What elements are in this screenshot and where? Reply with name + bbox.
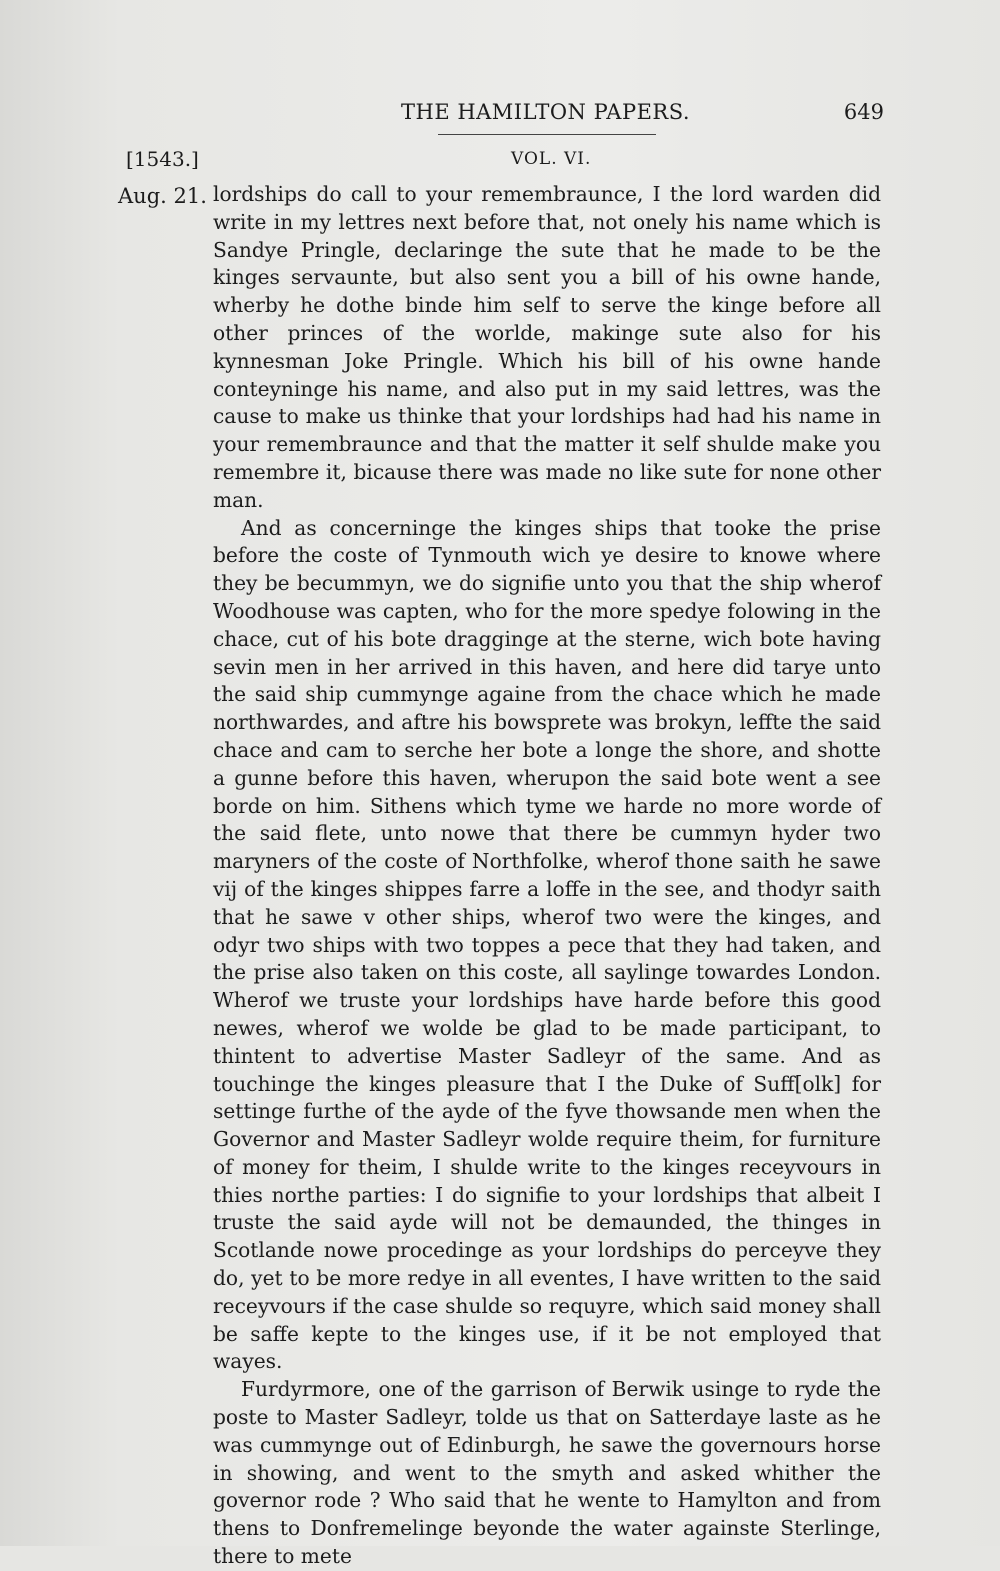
paragraph-1: lordships do call to your remembraunce, I the lord warden did write in my lettres next before that, not onely his name which is Sandye Pringle, declaringe the sute that he made to be the kinges servaunte, but also sent you a bill of his owne hande, wherby he dothe binde him self to serve the kinge before all other princes of the worlde, makinge sute also for his kynnesman Joke Pringle. Which his bill of his owne hande conteyninge his name, and also put in my said lettres, was the cause to make us thinke that your lordships had had his name in your remembraunce and that the matter it self shulde make you remembre it, bicause there was made no like sute for none other man. [213,182,881,512]
header-rule [438,134,656,135]
body-text [213,181,881,1571]
page-number: 649 [843,100,884,124]
margin-date: Aug. 21. [118,184,207,208]
running-title: THE HAMILTON PAPERS. [401,100,691,124]
paragraph-2: And as concerninge the kinges ships that tooke the prise before the coste of Tynmouth wich ye desire to knowe where they be becummyn, we do signifie unto you that the ship wherof Woodhouse was capten, who for the more spedye folowing in the chace, cut of his bote dragginge at the sterne, wich bote having sevin men in her arrived in this haven, and here did tarye unto the said ship cummynge againe from the chace which he made northwardes, and aftre his bowsprete was brokyn, leffte the said chace and cam to serche her bote a longe the shore, and shotte a gunne before this haven, wherupon the said bote went a see borde on him. Sithens which tyme we harde no more worde of the said flete, unto nowe that there be cummyn hyder two maryners of the coste of Northfolke, wherof thone saith he sawe vij of the kinges shippes farre a loffe in the see, and thodyr saith that he sawe v other ships, wherof two were the kinges, and odyr two ships with two toppes a pece that they had taken, and the prise also taken on this coste, all saylinge towardes London. Wherof we truste your lordships have harde before this good newes, wherof we wolde be glad to be made participant, to thintent to advertise Master Sadleyr of the same. And as touchinge the kinges pleasure that I the Duke of Suff[olk] for settinge furthe of the ayde of the fyve thowsande men when the Governor and Master Sadleyr wolde require theim, for furniture of money for theim, I shulde write to the kinges receyvours in thies northe parties: I do signifie to your lordships that albeit I truste the said ayde will not be demaunded, the thinges in Scotlande nowe procedinge as your lordships do perceyve they do, yet to be more redye in all eventes, I have written to the said receyvours if the case shulde so requyre, which said money shall be saffe kepte to the kinges use, if it be not employed that wayes. [213,515,881,1374]
volume-label: VOL. VI. [511,149,592,169]
year-label: [1543.] [126,147,199,171]
paragraph-3: Furdyrmore, one of the garrison of Berwik usinge to ryde the poste to Master Sadleyr, tolde us that on Satterdaye laste as he was cummynge out of Edinburgh, he sawe the governours horse in showing, and went to the smyth and asked whither the governor rode ? Who said that he wente to Hamylton and from thens to Donfremelinge beyonde the water againste Sterlinge, there to mete [213,1377,881,1569]
running-head [0,100,1000,130]
